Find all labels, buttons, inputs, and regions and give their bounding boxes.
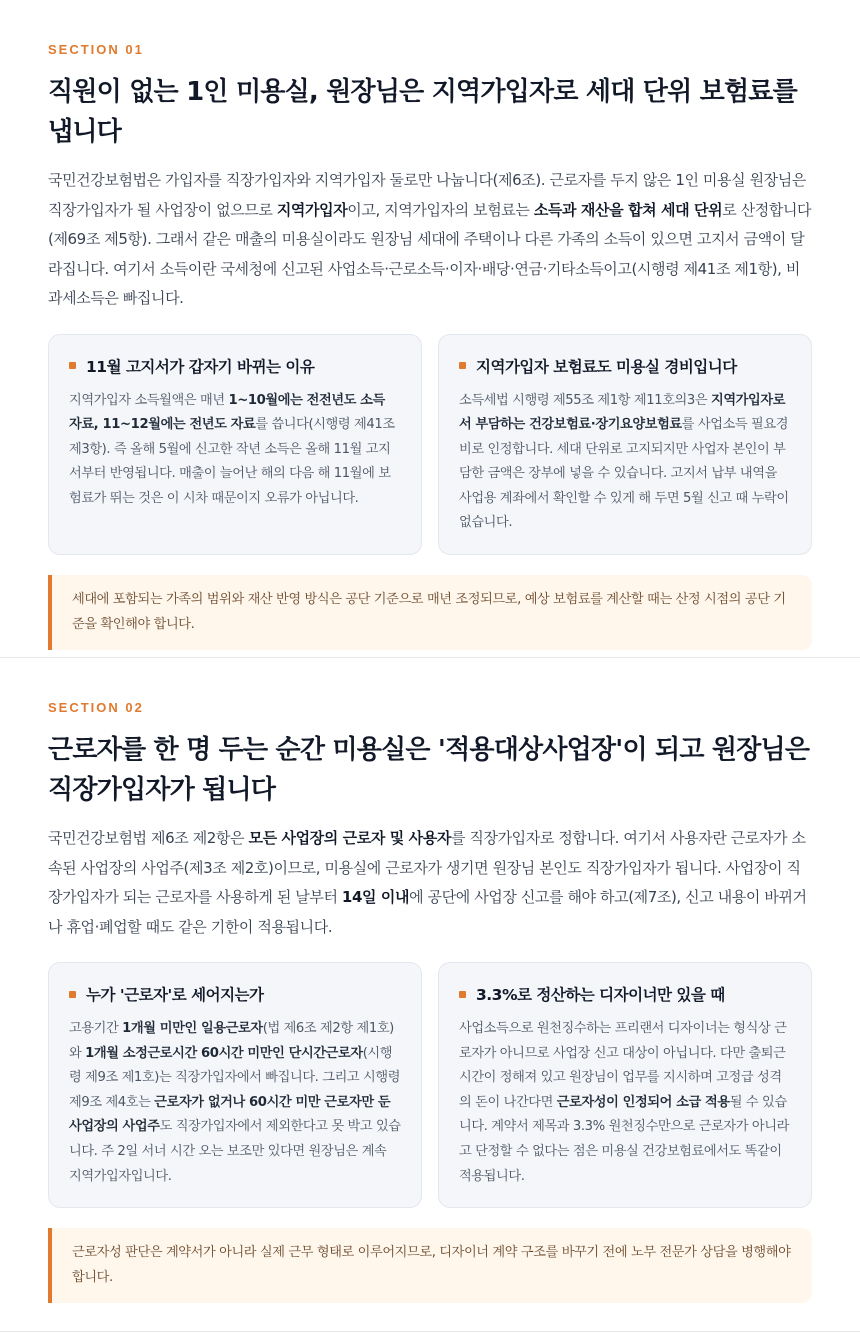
emphasis-text: 지역가입자 <box>276 200 348 219</box>
card-body: 사업소득으로 원천징수하는 프리랜서 디자이너는 형식상 근로자가 아니므로 사업장 신고 대상이 아닙니다. 다만 출퇴근 시간이 정해져 있고 원장님이 업무를 지시하며 고정급 성격의 돈이 나간다면 근로자성이 인정되어 소급 적용될 수 있습니다. 계약서 제목과 3.3% 원천징수만으로 근로자가 아니라고 단정할 수 없다는 점은 미용실 건강보험료에서도 똑같이 적용됩니다. <box>459 1021 789 1184</box>
info-cards <box>48 334 812 556</box>
emphasis-text: 근로자성이 인정되어 소급 적용 <box>556 1094 730 1110</box>
info-card <box>48 334 422 556</box>
card-header <box>459 355 791 377</box>
section-divider <box>0 1331 860 1332</box>
section-intro: 국민건강보험법은 가입자를 직장가입자와 지역가입자 둘로만 나눕니다(제6조). 근로자를 두지 않은 1인 미용실 원장님은 직장가입자가 될 사업장이 없으므로 지역가입자이고, 지역가입자의 보험료는 소득과 재산을 합쳐 세대 단위로 산정합니다(제69조 제5항). 그래서 같은 매출의 미용실이라도 원장님 세대에 주택이나 다른 가족의 소득이 있으면 고지서 금액이 달라집니다. 여기서 소득이란 국세청에 신고된 사업소득·근로소득·이자·배당·연금·기타소득이고(시행령 제41조 제1항), 비과세소득은 빠집니다. <box>48 171 812 307</box>
section-label: SECTION 02 <box>48 700 144 715</box>
card-body: 고용기간 1개월 미만인 일용근로자(법 제6조 제2항 제1호)와 1개월 소정근로시간 60시간 미만인 단시간근로자(시행령 제9조 제1호)는 직장가입자에서 빠집니다. 그리고 시행령 제9조 제4호는 근로자가 없거나 60시간 미만 근로자만 둔 사업장의 사업주도 직장가입자에서 제외한다고 못 박고 있습니다. 주 2일 서너 시간 오는 보조만 있다면 원장님은 계속 지역가입자입니다. <box>69 1021 401 1184</box>
card-title: 누가 '근로자'로 세어지는가 <box>86 986 264 1004</box>
card-header <box>69 355 401 377</box>
bullet-icon <box>69 362 76 369</box>
card-title: 3.3%로 정산하는 디자이너만 있을 때 <box>476 986 725 1004</box>
card-title: 11월 고지서가 갑자기 바뀌는 이유 <box>86 357 315 376</box>
section-title: 근로자를 한 명 두는 순간 미용실은 '적용대상사업장'이 되고 원장님은 직장가입자가 됩니다 <box>48 735 810 805</box>
bullet-icon <box>69 991 76 998</box>
info-card <box>48 962 422 1208</box>
emphasis-text: 지역가입자로서 부담하는 건강보험료·장기요양보험료 <box>459 392 786 433</box>
emphasis-text: 근로자가 없거나 60시간 미만 근로자만 둔 사업장의 사업주 <box>69 1094 391 1135</box>
section-divider <box>0 657 860 658</box>
info-card <box>438 962 812 1208</box>
card-header <box>69 983 401 1005</box>
emphasis-text: 14일 이내 <box>341 888 410 906</box>
section-label: SECTION 01 <box>48 42 144 57</box>
emphasis-text: 모든 사업장의 근로자 및 사용자 <box>248 829 451 847</box>
section-2 <box>48 700 812 1303</box>
info-card <box>438 334 812 556</box>
card-body: 지역가입자 소득월액은 매년 1~10월에는 전전년도 소득 자료, 11~12월에는 전년도 자료를 씁니다(시행령 제41조 제3항). 즉 올해 5월에 신고한 작년 소득은 올해 11월 고지서부터 반영됩니다. 매출이 늘어난 해의 다음 해 11월에 보험료가 뛰는 것은 이 시차 때문이지 오류가 아닙니다. <box>69 392 395 506</box>
section-intro: 국민건강보험법 제6조 제2항은 모든 사업장의 근로자 및 사용자를 직장가입자로 정합니다. 여기서 사용자란 근로자가 소속된 사업장의 사업주(제3조 제2호)이므로, 미용실에 근로자가 생기면 원장님 본인도 직장가입자가 됩니다. 사업장이 직장가입자가 되는 근로자를 사용하게 된 날부터 14일 이내에 공단에 사업장 신고를 해야 하고(제7조), 신고 내용이 바뀌거나 휴업·폐업할 때도 같은 기한이 적용됩니다. <box>48 829 807 936</box>
emphasis-text: 1개월 소정근로시간 60시간 미만인 단시간근로자 <box>85 1045 363 1061</box>
info-cards <box>48 962 812 1208</box>
section-1 <box>48 42 812 650</box>
emphasis-text: 1개월 미만인 일용근로자 <box>122 1021 263 1036</box>
emphasis-text: 소득과 재산을 합쳐 세대 단위 <box>533 200 723 219</box>
section-title: 직원이 없는 1인 미용실, 원장님은 지역가입자로 세대 단위 보험료를 냅니다 <box>48 77 797 147</box>
callout-note: 근로자성 판단은 계약서가 아니라 실제 근무 형태로 이루어지므로, 디자이너 계약 구조를 바꾸기 전에 노무 전문가 상담을 병행해야 합니다. <box>48 1228 812 1303</box>
card-title: 지역가입자 보험료도 미용실 경비입니다 <box>476 357 737 376</box>
callout-note: 세대에 포함되는 가족의 범위와 재산 반영 방식은 공단 기준으로 매년 조정되므로, 예상 보험료를 계산할 때는 산정 시점의 공단 기준을 확인해야 합니다. <box>48 575 812 650</box>
bullet-icon <box>459 991 466 998</box>
card-header <box>459 983 791 1005</box>
card-body: 소득세법 시행령 제55조 제1항 제11호의3은 지역가입자로서 부담하는 건강보험료·장기요양보험료를 사업소득 필요경비로 인정합니다. 세대 단위로 고지되지만 사업자 본인이 부담한 금액은 장부에 넣을 수 있습니다. 고지서 납부 내역을 사업용 계좌에서 확인할 수 있게 해 두면 5월 신고 때 누락이 없습니다. <box>459 392 789 531</box>
bullet-icon <box>459 362 466 369</box>
emphasis-text: 1~10월에는 전전년도 소득 자료, 11~12월에는 전년도 자료 <box>69 392 385 433</box>
